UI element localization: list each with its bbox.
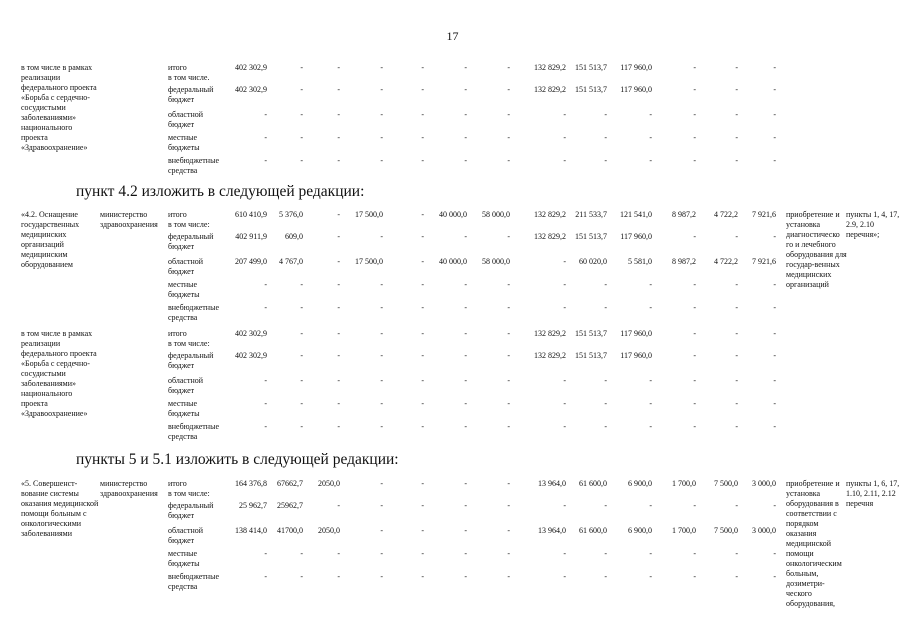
amount-cell: - xyxy=(773,351,776,360)
amount-cell: - xyxy=(693,351,696,360)
amount-cell: - xyxy=(264,133,267,142)
amount-cell: 402 911,9 xyxy=(235,232,267,241)
amount-cell: - xyxy=(380,85,383,94)
amount-cell: - xyxy=(264,422,267,431)
amount-cell: - xyxy=(337,399,340,408)
funding-source-label: федеральный бюджет xyxy=(168,501,214,520)
amount-cell: - xyxy=(563,257,566,266)
amount-cell: - xyxy=(735,549,738,558)
funding-source-label: федеральный бюджет xyxy=(168,351,214,370)
amount-cell: - xyxy=(380,549,383,558)
amount-cell: - xyxy=(300,572,303,581)
amount-cell: 132 829,2 xyxy=(534,210,566,219)
amount-cell: - xyxy=(337,257,340,266)
amount-cell: - xyxy=(421,329,424,338)
amount-cell: 211 533,7 xyxy=(575,210,607,219)
funding-source-label: в том числе: xyxy=(168,220,210,229)
amount-cell: - xyxy=(421,501,424,510)
amount-cell: - xyxy=(507,85,510,94)
amount-cell: - xyxy=(380,133,383,142)
amount-cell: - xyxy=(421,232,424,241)
amount-cell: - xyxy=(563,156,566,165)
amount-cell: - xyxy=(773,280,776,289)
amount-cell: - xyxy=(773,422,776,431)
amount-cell: - xyxy=(380,572,383,581)
measure-description: «5. Совершенст-вование системы оказания медицинской помощи больным с онкологическими заболеваниями xyxy=(21,479,99,538)
amount-cell: - xyxy=(464,63,467,72)
amount-cell: - xyxy=(421,351,424,360)
funding-source-label: областной бюджет xyxy=(168,257,204,276)
amount-cell: - xyxy=(300,329,303,338)
amount-cell: - xyxy=(421,422,424,431)
amount-cell: - xyxy=(507,133,510,142)
amount-cell: - xyxy=(773,399,776,408)
amount-cell: - xyxy=(693,156,696,165)
amount-cell: - xyxy=(337,376,340,385)
amount-cell: - xyxy=(264,549,267,558)
funding-source-label: итого xyxy=(168,63,187,72)
amount-cell: - xyxy=(693,501,696,510)
amount-cell: - xyxy=(337,210,340,219)
amount-cell: - xyxy=(464,376,467,385)
amount-cell: - xyxy=(563,549,566,558)
amount-cell: - xyxy=(735,110,738,119)
amount-cell: - xyxy=(464,479,467,488)
amount-cell: - xyxy=(507,549,510,558)
amount-cell: - xyxy=(735,232,738,241)
amount-cell: 61 600,0 xyxy=(579,479,607,488)
amount-cell: - xyxy=(337,549,340,558)
measure-description: в том числе в рамках реализации федерального проекта «Борьба с сердечно-сосудистыми заболеваниями» национального проекта «Здравоохранение» xyxy=(21,63,97,152)
amount-cell: - xyxy=(773,572,776,581)
amount-cell: - xyxy=(649,133,652,142)
amount-cell: - xyxy=(464,133,467,142)
section-heading-4-2: пункт 4.2 изложить в следующей редакции: xyxy=(76,183,365,200)
funding-source-label: федеральный бюджет xyxy=(168,232,214,251)
amount-cell: 41700,0 xyxy=(277,526,303,535)
amount-cell: - xyxy=(380,479,383,488)
amount-cell: - xyxy=(604,280,607,289)
amount-cell: - xyxy=(337,280,340,289)
amount-cell: 7 921,6 xyxy=(752,210,776,219)
amount-cell: - xyxy=(264,280,267,289)
amount-cell: - xyxy=(649,156,652,165)
amount-cell: 151 513,7 xyxy=(575,351,607,360)
amount-cell: - xyxy=(507,232,510,241)
amount-cell: - xyxy=(693,280,696,289)
amount-cell: 4 767,0 xyxy=(279,257,303,266)
amount-cell: 5 376,0 xyxy=(279,210,303,219)
amount-cell: - xyxy=(380,376,383,385)
amount-cell: - xyxy=(300,303,303,312)
amount-cell: 132 829,2 xyxy=(534,329,566,338)
funding-source-label: в том числе. xyxy=(168,73,210,82)
amount-cell: - xyxy=(300,351,303,360)
funding-source-label: местные бюджеты xyxy=(168,549,200,568)
amount-cell: - xyxy=(421,399,424,408)
amount-cell: 13 964,0 xyxy=(538,526,566,535)
amount-cell: - xyxy=(300,399,303,408)
amount-cell: - xyxy=(337,156,340,165)
amount-cell: 7 500,0 xyxy=(714,479,738,488)
executor-cell: министерство здравоохранения xyxy=(100,210,158,229)
list-points: пункты 1, 6, 17, 1.10, 2.11, 2.12 перечня xyxy=(846,479,900,508)
amount-cell: - xyxy=(337,572,340,581)
amount-cell: - xyxy=(380,422,383,431)
funding-source-label: итого xyxy=(168,210,187,219)
amount-cell: 2050,0 xyxy=(318,479,340,488)
amount-cell: - xyxy=(421,156,424,165)
amount-cell: - xyxy=(735,376,738,385)
amount-cell: - xyxy=(421,572,424,581)
amount-cell: - xyxy=(337,329,340,338)
amount-cell: - xyxy=(563,376,566,385)
amount-cell: 67662,7 xyxy=(277,479,303,488)
amount-cell: 6 900,0 xyxy=(628,479,652,488)
amount-cell: 13 964,0 xyxy=(538,479,566,488)
amount-cell: - xyxy=(380,280,383,289)
amount-cell: - xyxy=(464,501,467,510)
amount-cell: - xyxy=(464,156,467,165)
amount-cell: 8 987,2 xyxy=(672,210,696,219)
amount-cell: - xyxy=(773,156,776,165)
amount-cell: - xyxy=(464,280,467,289)
amount-cell: 3 000,0 xyxy=(752,526,776,535)
amount-cell: - xyxy=(693,232,696,241)
funding-source-label: итого xyxy=(168,329,187,338)
amount-cell: - xyxy=(649,399,652,408)
amount-cell: - xyxy=(735,329,738,338)
funding-source-label: областной бюджет xyxy=(168,376,204,395)
funding-source-label: в том числе: xyxy=(168,339,210,348)
amount-cell: - xyxy=(649,303,652,312)
funding-source-label: местные бюджеты xyxy=(168,399,200,418)
amount-cell: - xyxy=(773,110,776,119)
amount-cell: 17 500,0 xyxy=(355,257,383,266)
amount-cell: - xyxy=(649,376,652,385)
funding-source-label: областной бюджет xyxy=(168,526,204,545)
amount-cell: 60 020,0 xyxy=(579,257,607,266)
amount-cell: - xyxy=(735,501,738,510)
amount-cell: - xyxy=(693,422,696,431)
amount-cell: 61 600,0 xyxy=(579,526,607,535)
amount-cell: - xyxy=(693,549,696,558)
amount-cell: 121 541,0 xyxy=(620,210,652,219)
amount-cell: - xyxy=(649,572,652,581)
funding-source-label: местные бюджеты xyxy=(168,280,200,299)
amount-cell: - xyxy=(773,63,776,72)
expected-result: приобретение и установка оборудования в соответствии с порядком оказания медицинской помощи онкологическим больным, дозиметри-ческого оборудования, xyxy=(786,479,842,608)
amount-cell: - xyxy=(300,422,303,431)
funding-source-label: внебюджетные средства xyxy=(168,156,219,175)
amount-cell: - xyxy=(507,422,510,431)
amount-cell: - xyxy=(464,572,467,581)
amount-cell: 25962,7 xyxy=(277,501,303,510)
executor-cell: министерство здравоохранения xyxy=(100,479,158,498)
amount-cell: - xyxy=(421,526,424,535)
amount-cell: - xyxy=(693,572,696,581)
amount-cell: - xyxy=(421,479,424,488)
page-number: 17 xyxy=(446,29,459,43)
amount-cell: - xyxy=(507,399,510,408)
funding-source-label: внебюджетные средства xyxy=(168,572,219,591)
amount-cell: 25 962,7 xyxy=(239,501,267,510)
amount-cell: - xyxy=(563,501,566,510)
amount-cell: - xyxy=(300,133,303,142)
amount-cell: - xyxy=(604,156,607,165)
funding-source-label: федеральный бюджет xyxy=(168,85,214,104)
amount-cell: 117 960,0 xyxy=(620,329,652,338)
amount-cell: - xyxy=(380,110,383,119)
amount-cell: - xyxy=(693,110,696,119)
amount-cell: - xyxy=(735,422,738,431)
amount-cell: - xyxy=(604,303,607,312)
amount-cell: - xyxy=(693,329,696,338)
amount-cell: - xyxy=(773,549,776,558)
amount-cell: - xyxy=(507,526,510,535)
amount-cell: - xyxy=(773,133,776,142)
amount-cell: - xyxy=(773,501,776,510)
amount-cell: - xyxy=(693,63,696,72)
amount-cell: 40 000,0 xyxy=(439,210,467,219)
amount-cell: - xyxy=(507,572,510,581)
amount-cell: 58 000,0 xyxy=(482,210,510,219)
section-heading-5: пункты 5 и 5.1 изложить в следующей редакции: xyxy=(76,451,399,468)
amount-cell: - xyxy=(464,422,467,431)
amount-cell: - xyxy=(649,501,652,510)
amount-cell: - xyxy=(773,232,776,241)
amount-cell: - xyxy=(773,376,776,385)
amount-cell: 402 302,9 xyxy=(235,351,267,360)
amount-cell: - xyxy=(735,133,738,142)
amount-cell: - xyxy=(464,526,467,535)
amount-cell: - xyxy=(604,549,607,558)
amount-cell: - xyxy=(735,85,738,94)
amount-cell: - xyxy=(264,303,267,312)
amount-cell: - xyxy=(380,399,383,408)
amount-cell: 151 513,7 xyxy=(575,232,607,241)
amount-cell: - xyxy=(507,280,510,289)
amount-cell: - xyxy=(507,329,510,338)
amount-cell: - xyxy=(693,376,696,385)
amount-cell: - xyxy=(563,399,566,408)
amount-cell: - xyxy=(649,422,652,431)
amount-cell: 132 829,2 xyxy=(534,351,566,360)
amount-cell: - xyxy=(507,156,510,165)
amount-cell: - xyxy=(735,351,738,360)
amount-cell: 3 000,0 xyxy=(752,479,776,488)
amount-cell: - xyxy=(337,351,340,360)
amount-cell: - xyxy=(649,280,652,289)
amount-cell: - xyxy=(380,156,383,165)
funding-source-label: внебюджетные средства xyxy=(168,422,219,441)
amount-cell: 402 302,9 xyxy=(235,63,267,72)
amount-cell: - xyxy=(380,351,383,360)
amount-cell: - xyxy=(604,572,607,581)
amount-cell: 8 987,2 xyxy=(672,257,696,266)
amount-cell: - xyxy=(735,156,738,165)
amount-cell: - xyxy=(735,63,738,72)
amount-cell: - xyxy=(563,133,566,142)
amount-cell: 164 376,8 xyxy=(235,479,267,488)
amount-cell: 609,0 xyxy=(285,232,303,241)
amount-cell: - xyxy=(337,63,340,72)
amount-cell: - xyxy=(300,110,303,119)
amount-cell: - xyxy=(300,85,303,94)
amount-cell: 4 722,2 xyxy=(714,257,738,266)
amount-cell: - xyxy=(421,85,424,94)
amount-cell: - xyxy=(507,376,510,385)
amount-cell: - xyxy=(563,280,566,289)
amount-cell: - xyxy=(735,572,738,581)
amount-cell: - xyxy=(300,63,303,72)
amount-cell: 151 513,7 xyxy=(575,63,607,72)
amount-cell: 151 513,7 xyxy=(575,85,607,94)
amount-cell: - xyxy=(563,422,566,431)
amount-cell: - xyxy=(773,329,776,338)
amount-cell: - xyxy=(380,63,383,72)
amount-cell: - xyxy=(380,501,383,510)
amount-cell: 7 500,0 xyxy=(714,526,738,535)
amount-cell: 5 581,0 xyxy=(628,257,652,266)
amount-cell: - xyxy=(464,232,467,241)
expected-result: приобретение и установка диагностическо го и лечебного оборудования для государ-венных медицинских организаций xyxy=(786,210,847,289)
amount-cell: - xyxy=(464,549,467,558)
amount-cell: - xyxy=(300,376,303,385)
amount-cell: - xyxy=(337,422,340,431)
amount-cell: 151 513,7 xyxy=(575,329,607,338)
amount-cell: - xyxy=(300,280,303,289)
amount-cell: - xyxy=(421,257,424,266)
amount-cell: - xyxy=(337,501,340,510)
amount-cell: - xyxy=(735,399,738,408)
amount-cell: 1 700,0 xyxy=(672,479,696,488)
amount-cell: - xyxy=(507,501,510,510)
funding-source-label: местные бюджеты xyxy=(168,133,200,152)
amount-cell: 6 900,0 xyxy=(628,526,652,535)
amount-cell: - xyxy=(337,133,340,142)
amount-cell: - xyxy=(421,133,424,142)
amount-cell: 132 829,2 xyxy=(534,63,566,72)
amount-cell: - xyxy=(773,85,776,94)
funding-source-label: внебюджетные средства xyxy=(168,303,219,322)
measure-description: в том числе в рамках реализации федерального проекта «Борьба с сердечно-сосудистыми заболеваниями» национального проекта «Здравоохранение» xyxy=(21,329,97,418)
amount-cell: - xyxy=(693,133,696,142)
amount-cell: - xyxy=(380,303,383,312)
amount-cell: - xyxy=(604,110,607,119)
amount-cell: - xyxy=(337,85,340,94)
amount-cell: - xyxy=(380,526,383,535)
amount-cell: - xyxy=(773,303,776,312)
amount-cell: 207 499,0 xyxy=(235,257,267,266)
amount-cell: - xyxy=(337,303,340,312)
amount-cell: - xyxy=(507,63,510,72)
amount-cell: 4 722,2 xyxy=(714,210,738,219)
amount-cell: - xyxy=(464,85,467,94)
amount-cell: 132 829,2 xyxy=(534,232,566,241)
amount-cell: - xyxy=(464,329,467,338)
amount-cell: - xyxy=(380,329,383,338)
amount-cell: - xyxy=(507,303,510,312)
funding-source-label: областной бюджет xyxy=(168,110,204,129)
amount-cell: - xyxy=(421,303,424,312)
amount-cell: - xyxy=(264,376,267,385)
amount-cell: - xyxy=(421,210,424,219)
amount-cell: 58 000,0 xyxy=(482,257,510,266)
amount-cell: 138 414,0 xyxy=(235,526,267,535)
amount-cell: 117 960,0 xyxy=(620,85,652,94)
amount-cell: - xyxy=(464,303,467,312)
amount-cell: - xyxy=(604,376,607,385)
amount-cell: - xyxy=(421,110,424,119)
amount-cell: - xyxy=(507,110,510,119)
amount-cell: 402 302,9 xyxy=(235,85,267,94)
amount-cell: - xyxy=(421,376,424,385)
amount-cell: 117 960,0 xyxy=(620,232,652,241)
amount-cell: - xyxy=(649,110,652,119)
funding-source-label: в том числе: xyxy=(168,489,210,498)
amount-cell: - xyxy=(421,280,424,289)
measure-description: «4.2. Оснащение государственных медицинских организаций медицинским оборудованием xyxy=(21,210,80,269)
amount-cell: 1 700,0 xyxy=(672,526,696,535)
amount-cell: - xyxy=(693,399,696,408)
list-points: пункты 1, 4, 17, 2.9, 2.10 перечня»; xyxy=(846,210,900,239)
amount-cell: 117 960,0 xyxy=(620,63,652,72)
amount-cell: - xyxy=(604,399,607,408)
amount-cell: - xyxy=(464,399,467,408)
amount-cell: - xyxy=(464,110,467,119)
amount-cell: 2050,0 xyxy=(318,526,340,535)
amount-cell: - xyxy=(421,549,424,558)
amount-cell: - xyxy=(604,501,607,510)
amount-cell: 132 829,2 xyxy=(534,85,566,94)
amount-cell: - xyxy=(380,232,383,241)
amount-cell: - xyxy=(507,479,510,488)
amount-cell: - xyxy=(693,303,696,312)
amount-cell: - xyxy=(421,63,424,72)
amount-cell: - xyxy=(264,572,267,581)
amount-cell: - xyxy=(735,280,738,289)
amount-cell: - xyxy=(264,156,267,165)
amount-cell: 40 000,0 xyxy=(439,257,467,266)
amount-cell: - xyxy=(337,110,340,119)
amount-cell: - xyxy=(264,399,267,408)
amount-cell: 17 500,0 xyxy=(355,210,383,219)
amount-cell: - xyxy=(300,549,303,558)
amount-cell: - xyxy=(300,156,303,165)
amount-cell: - xyxy=(604,133,607,142)
amount-cell: 610 410,9 xyxy=(235,210,267,219)
amount-cell: - xyxy=(649,549,652,558)
amount-cell: - xyxy=(693,85,696,94)
amount-cell: 402 302,9 xyxy=(235,329,267,338)
amount-cell: - xyxy=(563,572,566,581)
amount-cell: - xyxy=(563,303,566,312)
amount-cell: - xyxy=(464,351,467,360)
funding-source-label: итого xyxy=(168,479,187,488)
amount-cell: - xyxy=(563,110,566,119)
amount-cell: - xyxy=(264,110,267,119)
amount-cell: - xyxy=(337,232,340,241)
amount-cell: 7 921,6 xyxy=(752,257,776,266)
amount-cell: 117 960,0 xyxy=(620,351,652,360)
amount-cell: - xyxy=(604,422,607,431)
amount-cell: - xyxy=(507,351,510,360)
amount-cell: - xyxy=(735,303,738,312)
